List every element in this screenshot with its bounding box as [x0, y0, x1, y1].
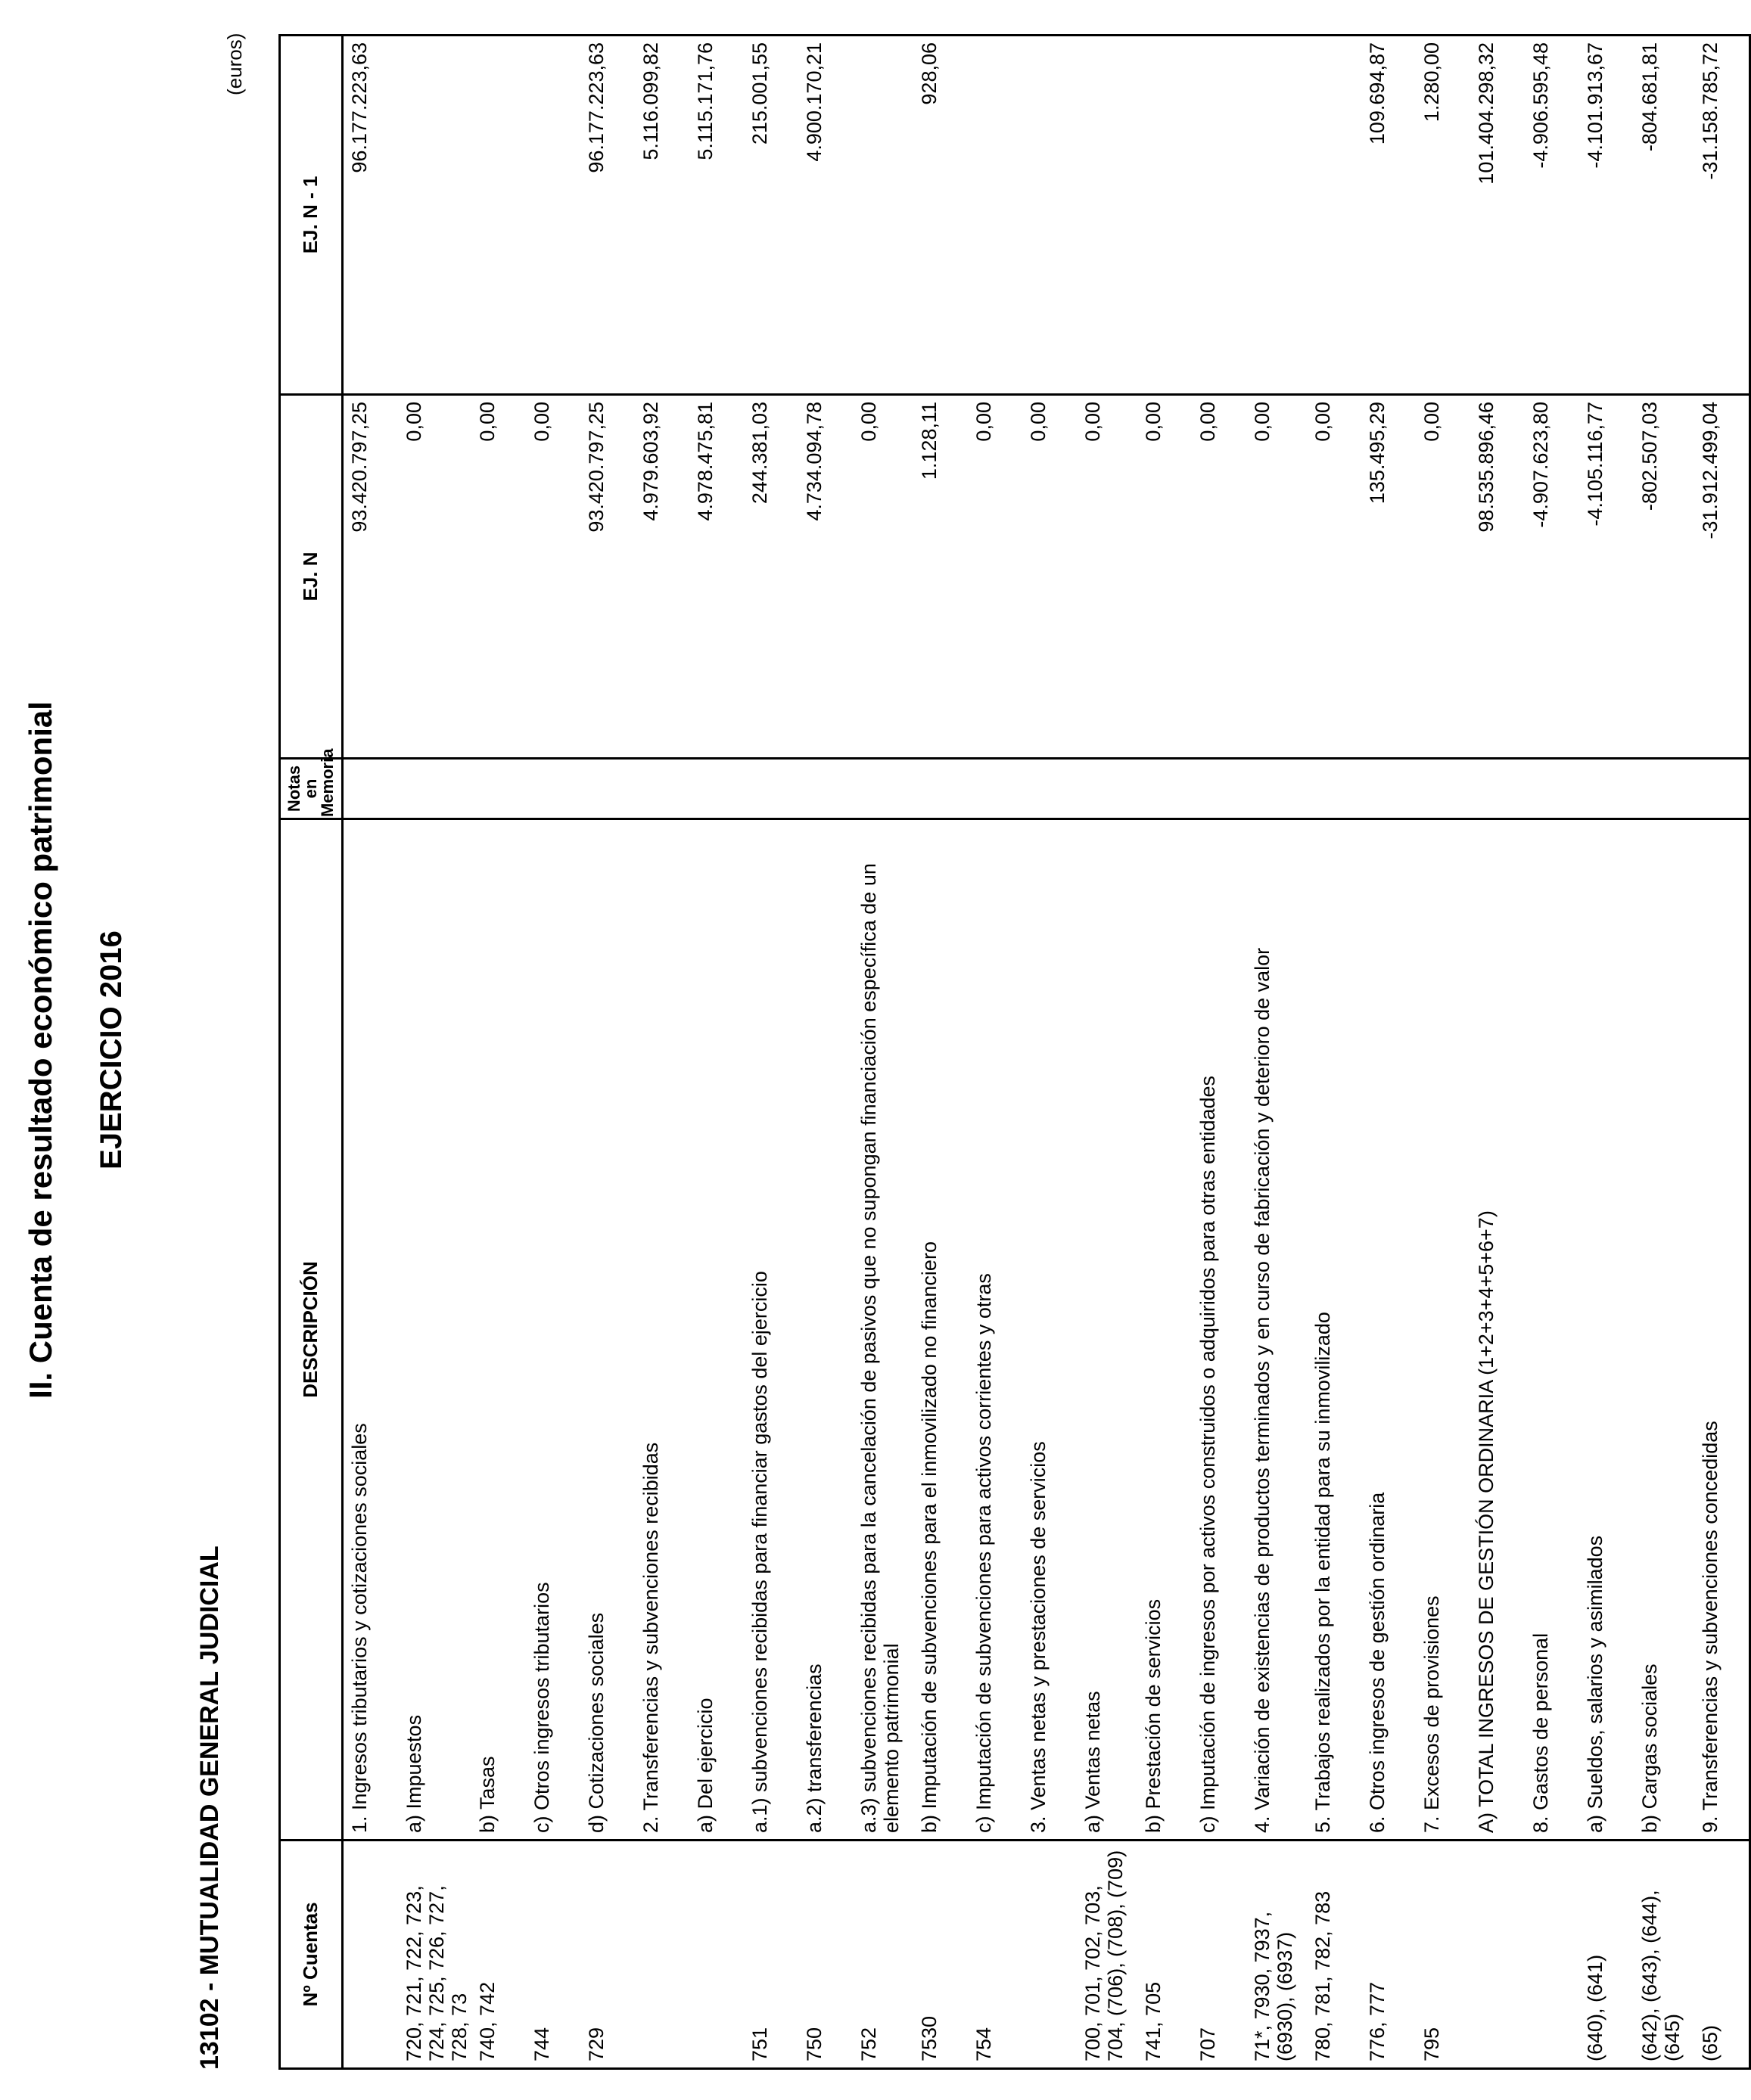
table-row — [580, 36, 635, 2069]
cell-cuentas — [635, 1841, 689, 2069]
cell-ej-n1 — [1137, 36, 1192, 395]
cell-ej-n: 1.128,11 — [913, 395, 968, 759]
table-row — [635, 36, 689, 2069]
cell-ej-n: 0,00 — [968, 395, 1022, 759]
cell-cuentas — [1470, 1841, 1525, 2069]
table-row — [398, 36, 471, 2069]
cell-descripcion: c) Imputación de ingresos por activos construidos o adquiridos para otras entidades — [1192, 819, 1246, 1841]
table-row — [968, 36, 1022, 2069]
cell-descripcion: b) Prestación de servicios — [1137, 819, 1192, 1841]
cell-cuentas: 707 — [1192, 1841, 1246, 2069]
table-row — [471, 36, 526, 2069]
cell-ej-n1: 215.001,55 — [744, 36, 798, 395]
cell-ej-n1: 5.116.099,82 — [635, 36, 689, 395]
cell-descripcion: a) Ventas netas — [1077, 819, 1137, 1841]
cell-ej-n1: 101.404.298,32 — [1470, 36, 1525, 395]
table-row — [1022, 36, 1077, 2069]
cell-notas — [1246, 759, 1307, 819]
cell-ej-n1: 928,06 — [913, 36, 968, 395]
cell-descripcion: 8. Gastos de personal — [1525, 819, 1579, 1841]
cell-notas — [580, 759, 635, 819]
cell-descripcion: a.3) subvenciones recibidas para la cancelación de pasivos que no supongan financiación específica de un elemento patrimonial — [853, 819, 913, 1841]
cell-ej-n1: 4.900.170,21 — [798, 36, 853, 395]
cell-ej-n1 — [1077, 36, 1137, 395]
cell-ej-n: 0,00 — [1246, 395, 1307, 759]
cell-notas — [1579, 759, 1634, 819]
report-title: II. Cuenta de resultado económico patrimonial — [23, 701, 58, 1399]
cell-notas — [744, 759, 798, 819]
table-row — [1579, 36, 1634, 2069]
table-row — [1416, 36, 1470, 2069]
cell-ej-n: 93.420.797,25 — [580, 395, 635, 759]
cell-cuentas: 795 — [1416, 1841, 1470, 2069]
cell-ej-n: 0,00 — [1137, 395, 1192, 759]
cell-cuentas: 741, 705 — [1137, 1841, 1192, 2069]
cell-descripcion: a) Impuestos — [398, 819, 471, 1841]
cell-ej-n1: -31.158.785,72 — [1694, 36, 1750, 395]
cell-ej-n: 244.381,03 — [744, 395, 798, 759]
cell-cuentas — [689, 1841, 744, 2069]
cell-cuentas: 744 — [526, 1841, 580, 2069]
table-row — [1470, 36, 1525, 2069]
table-row — [1192, 36, 1246, 2069]
cell-ej-n: 4.734.094,78 — [798, 395, 853, 759]
table-row — [1307, 36, 1361, 2069]
cell-notas — [913, 759, 968, 819]
cell-ej-n: 135.495,29 — [1361, 395, 1416, 759]
cell-notas — [968, 759, 1022, 819]
results-table — [278, 34, 1751, 2070]
cell-ej-n: -4.907.623,80 — [1525, 395, 1579, 759]
table-row — [1137, 36, 1192, 2069]
currency-unit: (euros) — [223, 33, 246, 95]
header-cuentas: Nº Cuentas — [280, 1841, 343, 2069]
cell-ej-n: -802.507,03 — [1634, 395, 1694, 759]
cell-ej-n: 0,00 — [526, 395, 580, 759]
table-row — [1361, 36, 1416, 2069]
cell-notas — [1307, 759, 1361, 819]
cell-notas — [1361, 759, 1416, 819]
table-row — [1525, 36, 1579, 2069]
cell-ej-n1: 109.694,87 — [1361, 36, 1416, 395]
cell-ej-n1: 1.280,00 — [1416, 36, 1470, 395]
cell-cuentas: 751 — [744, 1841, 798, 2069]
cell-notas — [1022, 759, 1077, 819]
header-notas: Notas en Memoria — [280, 759, 343, 819]
cell-notas — [798, 759, 853, 819]
cell-notas — [1525, 759, 1579, 819]
cell-descripcion: 6. Otros ingresos de gestión ordinaria — [1361, 819, 1416, 1841]
cell-ej-n: 0,00 — [853, 395, 913, 759]
table-row — [744, 36, 798, 2069]
cell-cuentas: 752 — [853, 1841, 913, 2069]
table-header-row — [280, 36, 343, 2069]
cell-ej-n1: -4.906.595,48 — [1525, 36, 1579, 395]
report-subtitle: EJERCICIO 2016 — [95, 930, 128, 1170]
table-row — [853, 36, 913, 2069]
cell-notas — [398, 759, 471, 819]
table-row — [689, 36, 744, 2069]
cell-descripcion: b) Tasas — [471, 819, 526, 1841]
cell-descripcion: b) Cargas sociales — [1634, 819, 1694, 1841]
cell-notas — [1634, 759, 1694, 819]
cell-cuentas — [1022, 1841, 1077, 2069]
cell-notas — [635, 759, 689, 819]
cell-notas — [343, 759, 399, 819]
cell-descripcion: 4. Variación de existencias de productos terminados y en curso de fabricación y deterioro de valor — [1246, 819, 1307, 1841]
cell-ej-n1 — [526, 36, 580, 395]
cell-ej-n1 — [398, 36, 471, 395]
cell-notas — [1192, 759, 1246, 819]
cell-ej-n: 98.535.896,46 — [1470, 395, 1525, 759]
cell-notas — [1694, 759, 1750, 819]
cell-cuentas: 71*, 7930, 7937, (6930), (6937) — [1246, 1841, 1307, 2069]
cell-ej-n: -4.105.116,77 — [1579, 395, 1634, 759]
cell-ej-n: 0,00 — [471, 395, 526, 759]
cell-notas — [1137, 759, 1192, 819]
cell-cuentas: 729 — [580, 1841, 635, 2069]
table-row — [1246, 36, 1307, 2069]
table-row — [1694, 36, 1750, 2069]
cell-ej-n: 4.978.475,81 — [689, 395, 744, 759]
cell-ej-n1: -4.101.913,67 — [1579, 36, 1634, 395]
table-row — [1077, 36, 1137, 2069]
cell-descripcion: a.2) transferencias — [798, 819, 853, 1841]
cell-descripcion: 2. Transferencias y subvenciones recibidas — [635, 819, 689, 1841]
cell-descripcion: 7. Excesos de provisiones — [1416, 819, 1470, 1841]
cell-cuentas — [343, 1841, 399, 2069]
cell-ej-n1 — [853, 36, 913, 395]
cell-notas — [1470, 759, 1525, 819]
cell-descripcion: A) TOTAL INGRESOS DE GESTIÓN ORDINARIA (1+2+3+4+5+6+7) — [1470, 819, 1525, 1841]
cell-descripcion: b) Imputación de subvenciones para el inmovilizado no financiero — [913, 819, 968, 1841]
table-row — [526, 36, 580, 2069]
cell-ej-n1: -804.681,81 — [1634, 36, 1694, 395]
cell-descripcion: 9. Transferencias y subvenciones concedidas — [1694, 819, 1750, 1841]
cell-cuentas: (642), (643), (644), (645) — [1634, 1841, 1694, 2069]
cell-ej-n: 0,00 — [1307, 395, 1361, 759]
cell-ej-n1 — [1022, 36, 1077, 395]
cell-notas — [471, 759, 526, 819]
header-ej-n: EJ. N — [280, 395, 343, 759]
cell-cuentas: 720, 721, 722, 723, 724, 725, 726, 727, 728, 73 — [398, 1841, 471, 2069]
cell-descripcion: 3. Ventas netas y prestaciones de servicios — [1022, 819, 1077, 1841]
cell-cuentas: 740, 742 — [471, 1841, 526, 2069]
cell-descripcion: 5. Trabajos realizados por la entidad para su inmovilizado — [1307, 819, 1361, 1841]
cell-notas — [526, 759, 580, 819]
cell-ej-n1 — [1307, 36, 1361, 395]
table-row — [913, 36, 968, 2069]
table-row — [343, 36, 399, 2069]
cell-notas — [853, 759, 913, 819]
cell-ej-n1 — [471, 36, 526, 395]
cell-ej-n1 — [968, 36, 1022, 395]
cell-cuentas: 780, 781, 782, 783 — [1307, 1841, 1361, 2069]
cell-notas — [1077, 759, 1137, 819]
cell-descripcion: c) Otros ingresos tributarios — [526, 819, 580, 1841]
table-row — [1634, 36, 1694, 2069]
cell-notas — [1416, 759, 1470, 819]
cell-notas — [689, 759, 744, 819]
cell-descripcion: d) Cotizaciones sociales — [580, 819, 635, 1841]
cell-ej-n: 0,00 — [1022, 395, 1077, 759]
cell-cuentas: 754 — [968, 1841, 1022, 2069]
cell-ej-n1: 96.177.223,63 — [343, 36, 399, 395]
cell-cuentas: 700, 701, 702, 703, 704, (706), (708), (709) — [1077, 1841, 1137, 2069]
cell-descripcion: c) Imputación de subvenciones para activos corrientes y otras — [968, 819, 1022, 1841]
cell-cuentas: (640), (641) — [1579, 1841, 1634, 2069]
entity-name: 13102 - MUTUALIDAD GENERAL JUDICIAL — [195, 1545, 224, 2070]
cell-descripcion: a.1) subvenciones recibidas para financiar gastos del ejercicio — [744, 819, 798, 1841]
cell-descripcion: a) Del ejercicio — [689, 819, 744, 1841]
cell-descripcion: a) Sueldos, salarios y asimilados — [1579, 819, 1634, 1841]
header-ej-n1: EJ. N - 1 — [280, 36, 343, 395]
cell-cuentas: (65) — [1694, 1841, 1750, 2069]
cell-ej-n1 — [1246, 36, 1307, 395]
cell-ej-n: 4.979.603,92 — [635, 395, 689, 759]
cell-ej-n: 0,00 — [1416, 395, 1470, 759]
cell-cuentas: 776, 777 — [1361, 1841, 1416, 2069]
cell-ej-n: -31.912.499,04 — [1694, 395, 1750, 759]
table-row — [798, 36, 853, 2069]
cell-ej-n: 0,00 — [1192, 395, 1246, 759]
cell-ej-n1 — [1192, 36, 1246, 395]
cell-cuentas — [1525, 1841, 1579, 2069]
cell-cuentas: 750 — [798, 1841, 853, 2069]
cell-ej-n1: 5.115.171,76 — [689, 36, 744, 395]
cell-descripcion: 1. Ingresos tributarios y cotizaciones sociales — [343, 819, 399, 1841]
cell-ej-n1: 96.177.223,63 — [580, 36, 635, 395]
cell-cuentas: 7530 — [913, 1841, 968, 2069]
cell-ej-n: 0,00 — [398, 395, 471, 759]
cell-ej-n: 93.420.797,25 — [343, 395, 399, 759]
header-descripcion: DESCRIPCIÓN — [280, 819, 343, 1841]
cell-ej-n: 0,00 — [1077, 395, 1137, 759]
